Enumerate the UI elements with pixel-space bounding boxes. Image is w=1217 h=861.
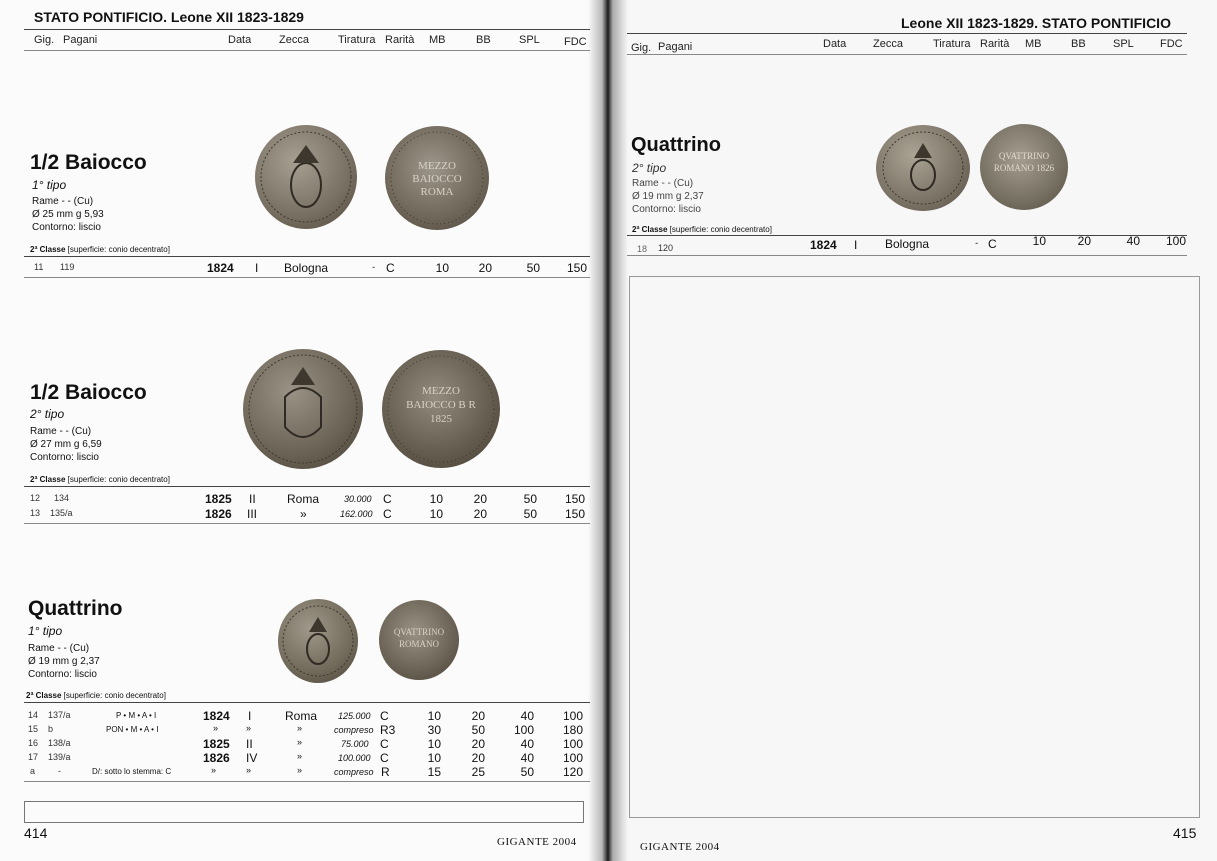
col-data: Data	[823, 38, 847, 50]
col-spl: SPL	[1113, 38, 1134, 50]
classe-note: 2ª Classe [superficie: conio decentrato]	[26, 691, 166, 700]
right-page	[607, 0, 1217, 861]
page-number-left: 414	[24, 825, 48, 841]
entry-type: 1° tipo	[28, 624, 63, 638]
book-gutter	[588, 0, 628, 861]
table-row: 11 119 1824 I Bologna - C 10 20 50 150	[34, 261, 587, 275]
col-data: Data	[228, 34, 252, 46]
entry-size: Ø 27 mm g 6,59	[30, 439, 102, 450]
page-number-right: 415	[1173, 825, 1197, 841]
table-row: 13 135/a 1826 III » 162.000 C 10 20 50 150	[30, 507, 585, 521]
entry-type: 2° tipo	[30, 407, 65, 421]
entry-title: 1/2 Baiocco	[30, 381, 147, 404]
col-pagani: Pagani	[63, 34, 98, 46]
table-rule-top	[24, 486, 590, 487]
coin-obverse-image	[243, 349, 363, 469]
running-head-left: STATO PONTIFICIO. Leone XII 1823-1829	[34, 9, 304, 25]
entry-metal: Rame - - (Cu)	[632, 178, 694, 189]
entry-edge: Contorno: liscio	[28, 669, 97, 680]
entry-size: Ø 25 mm g 5,93	[32, 209, 104, 220]
table-rule-top	[627, 235, 1187, 236]
entry-size: Ø 19 mm g 2,37	[632, 191, 704, 202]
entry-title: 1/2 Baiocco	[30, 151, 147, 174]
classe-note: 2ª Classe [superficie: conio decentrato]	[30, 245, 170, 254]
left-page	[0, 0, 607, 861]
col-gig: Gig.	[631, 42, 652, 54]
coin-reverse-text: QVATTRINO ROMANO	[393, 627, 445, 649]
header-rule-bottom	[627, 54, 1187, 55]
classe-note: 2ª Classe [superficie: conio decentrato]	[30, 475, 170, 484]
col-pagani: Pagani	[658, 41, 693, 53]
col-rarita: Rarità	[385, 34, 415, 46]
table-rule-bottom	[627, 255, 1187, 256]
col-bb: BB	[1071, 38, 1086, 50]
entry-size: Ø 19 mm g 2,37	[28, 656, 100, 667]
col-fdc: FDC	[564, 36, 587, 48]
col-fdc: FDC	[1160, 38, 1183, 50]
header-rule	[627, 33, 1187, 34]
col-zecca: Zecca	[873, 38, 903, 50]
entry-metal: Rame - - (Cu)	[28, 643, 90, 654]
entry-metal: Rame - - (Cu)	[32, 196, 94, 207]
entry-title: Quattrino	[28, 597, 123, 620]
col-spl: SPL	[519, 34, 540, 46]
header-rule-bottom	[24, 50, 590, 51]
header-rule	[24, 29, 590, 30]
col-mb: MB	[1025, 38, 1042, 50]
coin-obverse-image	[255, 125, 357, 229]
footer-right: GIGANTE 2004	[640, 841, 720, 853]
coin-reverse-text: QVATTRINO ROMANO 1826	[993, 151, 1055, 173]
col-rarita: Rarità	[980, 38, 1010, 50]
coin-obverse-image	[876, 125, 970, 211]
coin-reverse-image	[382, 350, 500, 468]
classe-note: 2ª Classe [superficie: conio decentrato]	[632, 225, 772, 234]
entry-metal: Rame - - (Cu)	[30, 426, 92, 437]
coin-reverse-image	[980, 124, 1068, 210]
col-bb: BB	[476, 34, 491, 46]
col-gig: Gig.	[34, 34, 55, 46]
running-head-right: Leone XII 1823-1829. STATO PONTIFICIO	[901, 15, 1171, 31]
entry-type: 2° tipo	[632, 161, 667, 175]
table-row: 14 137/a P • M • A • I 1824 I Roma 125.000 C 10 20 40 100	[28, 709, 583, 723]
col-mb: MB	[429, 34, 446, 46]
table-row: 17 139/a 1826 IV » 100.000 C 10 20 40 100	[28, 751, 583, 765]
table-rule-top	[24, 702, 590, 703]
empty-image-box	[629, 276, 1200, 818]
empty-notes-box	[24, 801, 584, 823]
col-zecca: Zecca	[279, 34, 309, 46]
footer-left: GIGANTE 2004	[497, 836, 577, 848]
entry-edge: Contorno: liscio	[30, 452, 99, 463]
coin-reverse-image	[379, 600, 459, 680]
table-row: 15 b PON • M • A • I » » » compreso R3 30 50 100 180	[28, 723, 583, 737]
coin-obverse-image	[278, 599, 358, 683]
table-row: a - D/: sotto lo stemma: C » » » compreso R 15 25 50 120	[30, 765, 583, 779]
table-rule-bottom	[24, 781, 590, 782]
entry-type: 1° tipo	[32, 178, 67, 192]
col-tiratura: Tiratura	[933, 38, 971, 50]
table-rule-top	[24, 256, 590, 257]
table-row: 12 134 1825 II Roma 30.000 C 10 20 50 150	[30, 492, 585, 506]
table-rule-bottom	[24, 277, 590, 278]
col-tiratura: Tiratura	[338, 34, 376, 46]
table-row: 16 138/a 1825 II » 75.000 C 10 20 40 100	[28, 737, 583, 751]
coin-reverse-text: MEZZO BAIOCCO B R 1825	[406, 385, 476, 425]
entry-title: Quattrino	[631, 134, 721, 156]
entry-edge: Contorno: liscio	[632, 204, 701, 215]
entry-edge: Contorno: liscio	[32, 222, 101, 233]
coin-reverse-text: MEZZO BAIOCCO ROMA	[412, 160, 462, 198]
coin-reverse-image	[385, 126, 489, 230]
table-row: 18 120 1824 I Bologna - C 10 20 40 100	[637, 234, 1186, 254]
table-rule-bottom	[24, 523, 590, 524]
